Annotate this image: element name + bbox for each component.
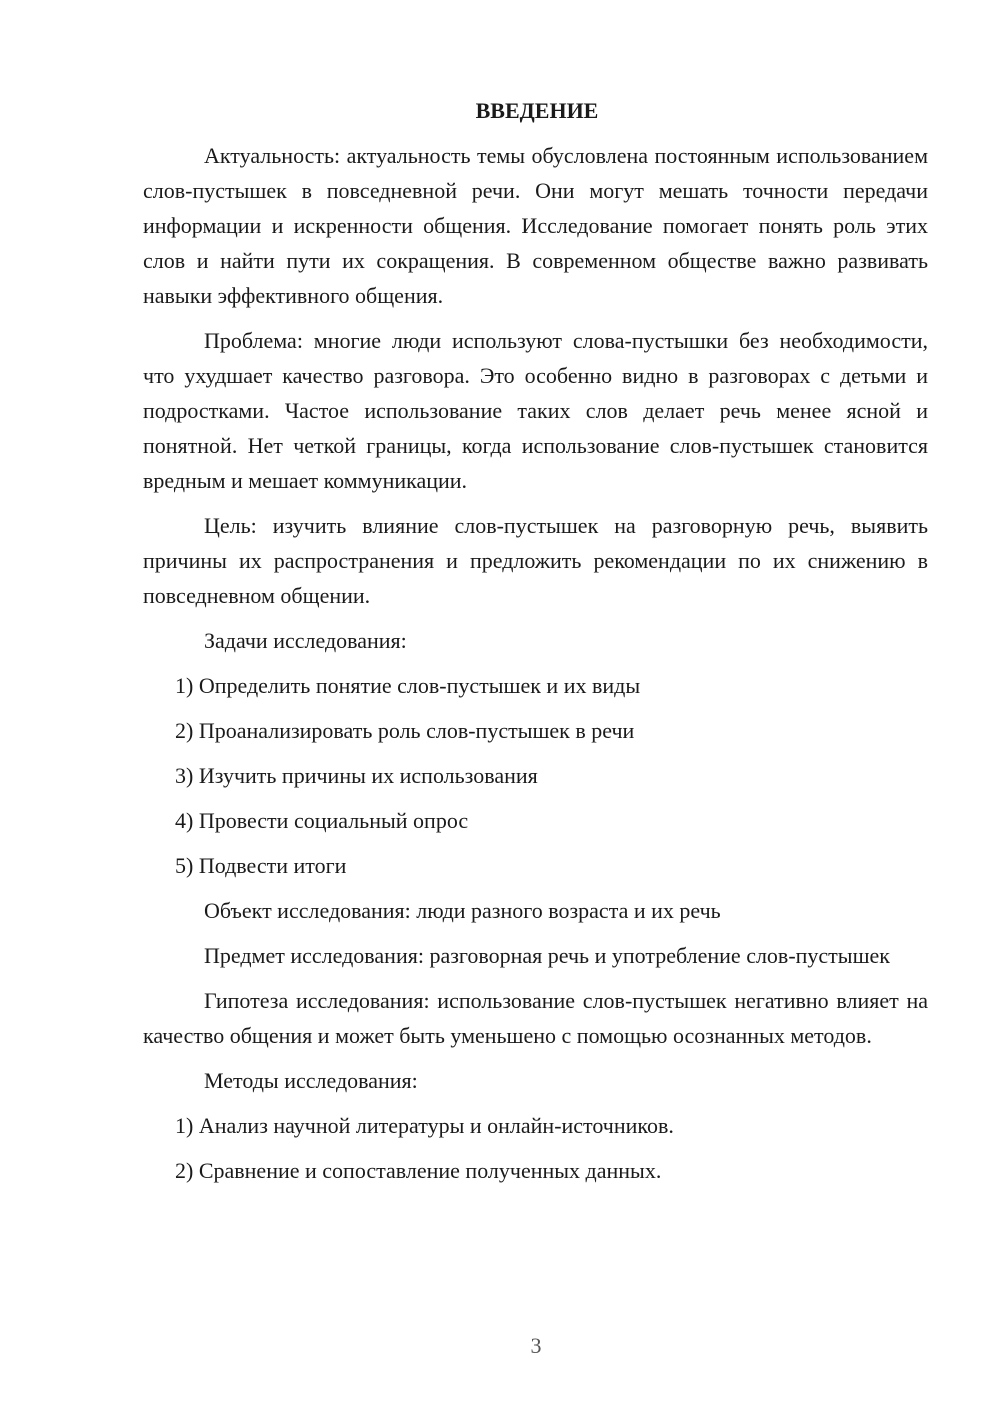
task-item-3: 3) Изучить причины их использования <box>175 763 538 788</box>
task-item-4: 4) Провести социальный опрос <box>175 808 469 833</box>
paragraph-problem: Проблема: многие люди используют слова-пустышки без необходимости, что ухудшает качество разговора. Это особенно видно в разговорах с детьми и подростками. Частое использование таких слов делает речь менее ясной и понятной. Нет четкой границы, когда использование слов-пустышек становится вредным и мешает коммуникации. <box>143 328 928 493</box>
method-item-1: 1) Анализ научной литературы и онлайн-источников. <box>175 1113 674 1138</box>
research-hypothesis: Гипотеза исследования: использование слов-пустышек негативно влияет на качество общения и может быть уменьшено с помощью осознанных методов. <box>143 988 928 1048</box>
methods-heading: Методы исследования: <box>204 1068 418 1093</box>
method-item-2: 2) Сравнение и сопоставление полученных данных. <box>175 1158 662 1183</box>
document-page <box>143 93 928 1198</box>
tasks-heading: Задачи исследования: <box>204 628 407 653</box>
task-item-2: 2) Проанализировать роль слов-пустышек в речи <box>175 718 635 743</box>
task-item-5: 5) Подвести итоги <box>175 853 347 878</box>
research-object: Объект исследования: люди разного возраста и их речь <box>204 898 721 923</box>
task-item-1: 1) Определить понятие слов-пустышек и их виды <box>175 673 641 698</box>
research-subject: Предмет исследования: разговорная речь и употребление слов-пустышек <box>204 943 890 968</box>
section-title: ВВЕДЕНИЕ <box>475 98 599 123</box>
page-number: 3 <box>530 1333 542 1358</box>
paragraph-goal: Цель: изучить влияние слов-пустышек на разговорную речь, выявить причины их распространения и предложить рекомендации по их снижению в повседневном общении. <box>143 513 928 608</box>
paragraph-relevance: Актуальность: актуальность темы обусловлена постоянным использованием слов-пустышек в повседневной речи. Они могут мешать точности передачи информации и искренности общения. Исследование помогает понять роль этих слов и найти пути их сокращения. В современном обществе важно развивать навыки эффективного общения. <box>143 143 928 308</box>
